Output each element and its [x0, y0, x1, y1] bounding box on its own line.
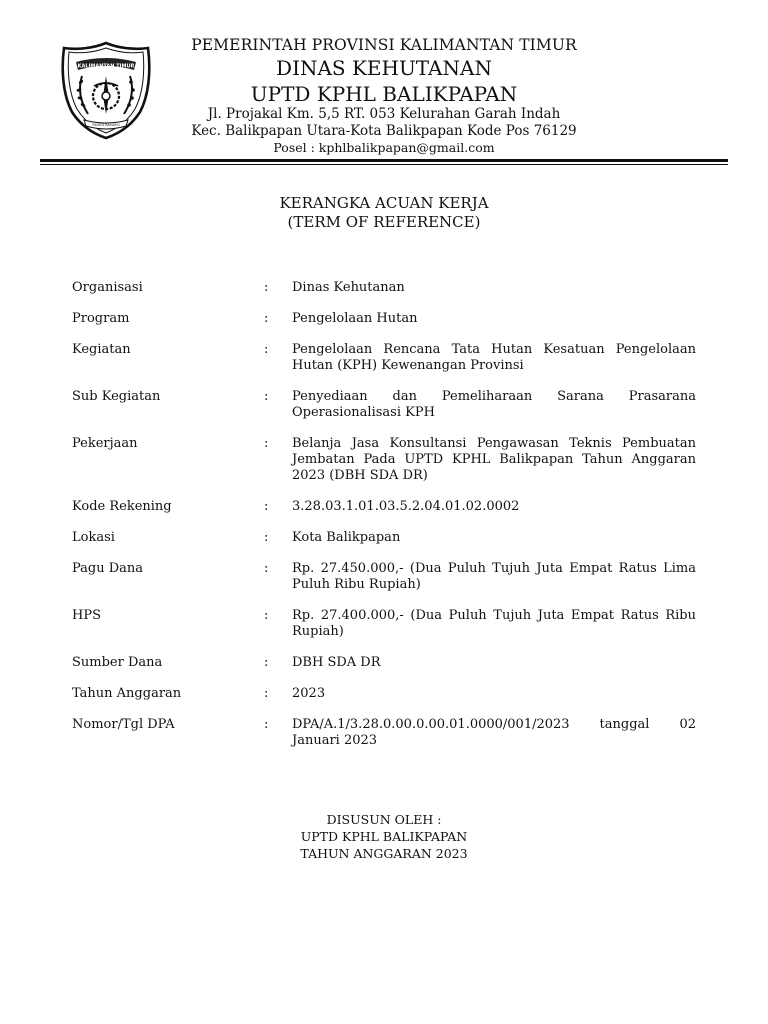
field-colon: : — [264, 311, 269, 326]
field-row-kode-rekening — [72, 499, 696, 515]
field-label: Organisasi — [72, 280, 143, 295]
field-value: Pengelolaan Rencana Tata Hutan Kesatuan Pengelolaan Hutan (KPH) Kewenangan Provinsi — [292, 342, 696, 373]
field-label: Pekerjaan — [72, 436, 138, 451]
field-label: Tahun Anggaran — [72, 686, 182, 701]
field-value: Kota Balikpapan — [292, 530, 401, 545]
footer-prepared-by: DISUSUN OLEH : — [326, 812, 442, 827]
letterhead-divider-thin — [40, 164, 728, 165]
field-value: Rp. 27.400.000,- (Dua Puluh Tujuh Juta Empat Ratus Ribu Rupiah) — [292, 608, 696, 639]
field-row-pagu-dana — [72, 561, 696, 593]
kop-email: Posel : kphlbalikpapan@gmail.com — [273, 140, 495, 155]
field-value: Penyediaan dan Pemeliharaan Sarana Prasarana Operasionalisasi KPH — [292, 389, 696, 420]
field-colon: : — [264, 342, 269, 357]
logo-motto-text: RUHUI RAHAYU — [92, 123, 120, 127]
field-row-lokasi — [72, 530, 696, 546]
kop-unit: UPTD KPHL BALIKPAPAN — [250, 82, 518, 106]
field-row-nomor-dpa — [72, 717, 696, 749]
field-value: Belanja Jasa Konsultansi Pengawasan Teknis Pembuatan Jembatan Pada UPTD KPHL Balikpapan Tahun Anggaran 2023 (DBH SDA DR) — [292, 436, 696, 483]
field-colon: : — [264, 686, 269, 701]
field-value: 2023 — [292, 686, 326, 701]
field-value: Dinas Kehutanan — [292, 280, 405, 295]
field-label: Pagu Dana — [72, 561, 144, 576]
field-value: DBH SDA DR — [292, 655, 381, 670]
field-row-hps — [72, 608, 696, 640]
document-title: KERANGKA ACUAN KERJA — [279, 194, 489, 212]
letterhead-divider-thick — [40, 159, 728, 162]
field-value: Rp. 27.450.000,- (Dua Puluh Tujuh Juta Empat Ratus Lima Puluh Ribu Rupiah) — [292, 561, 696, 592]
field-label: Program — [72, 311, 130, 326]
field-label: Sumber Dana — [72, 655, 163, 670]
field-row-program — [72, 311, 696, 327]
field-row-kegiatan — [72, 342, 696, 374]
field-row-pekerjaan — [72, 436, 696, 484]
field-colon: : — [264, 608, 269, 623]
field-colon: : — [264, 655, 269, 670]
footer-unit: UPTD KPHL BALIKPAPAN — [300, 829, 468, 844]
field-row-tahun-anggaran — [72, 686, 696, 702]
kop-address-street: Jl. Projakal Km. 5,5 RT. 053 Kelurahan Garah Indah — [207, 106, 561, 122]
field-colon: : — [264, 717, 269, 732]
kop-agency: DINAS KEHUTANAN — [276, 56, 492, 80]
footer-year: TAHUN ANGGARAN 2023 — [300, 846, 468, 861]
field-value: Pengelolaan Hutan — [292, 311, 418, 326]
field-colon: : — [264, 561, 269, 576]
field-colon: : — [264, 436, 269, 451]
field-colon: : — [264, 499, 269, 514]
field-label: Lokasi — [72, 530, 115, 545]
field-row-sub-kegiatan — [72, 389, 696, 421]
kop-address-city: Kec. Balikpapan Utara-Kota Balikpapan Kode Pos 76129 — [191, 123, 577, 139]
field-label: HPS — [72, 608, 101, 623]
field-colon: : — [264, 389, 269, 404]
field-row-sumber-dana — [72, 655, 696, 671]
field-colon: : — [264, 530, 269, 545]
field-label: Kode Rekening — [72, 499, 172, 514]
field-value: DPA/A.1/3.28.0.00.0.00.01.0000/001/2023 tanggal 02 Januari 2023 — [292, 717, 696, 748]
tor-field-list — [72, 280, 696, 749]
field-label: Nomor/Tgl DPA — [72, 717, 175, 732]
document-subtitle: (TERM OF REFERENCE) — [287, 213, 481, 231]
kalimantan-timur-emblem-icon — [56, 40, 156, 140]
field-row-organisasi — [72, 280, 696, 296]
kop-government: PEMERINTAH PROVINSI KALIMANTAN TIMUR — [191, 36, 577, 54]
field-value: 3.28.03.1.01.03.5.2.04.01.02.0002 — [292, 499, 520, 514]
field-label: Kegiatan — [72, 342, 131, 357]
logo-banner-text: KALIMANTAN TIMUR — [77, 63, 135, 70]
field-label: Sub Kegiatan — [72, 389, 161, 404]
field-colon: : — [264, 280, 269, 295]
